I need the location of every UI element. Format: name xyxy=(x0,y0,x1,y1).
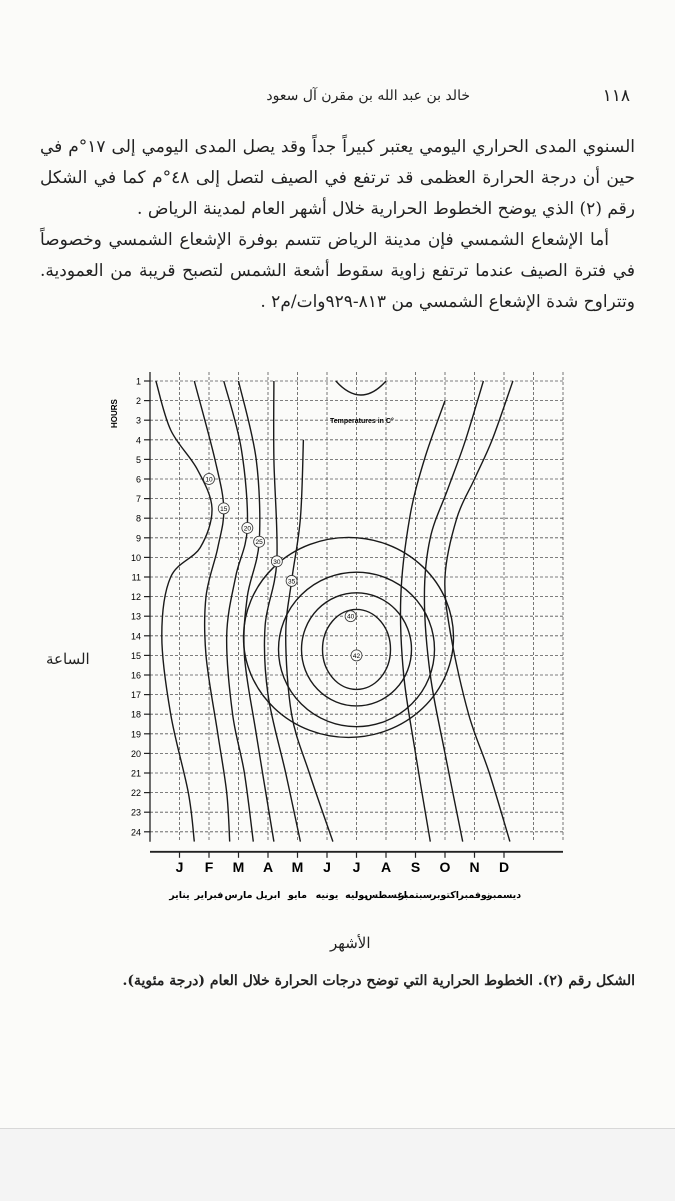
y-tick-label: 6 xyxy=(135,474,141,485)
y-tick-label: 18 xyxy=(130,709,141,720)
paragraph-2: أما الإشعاع الشمسي فإن مدينة الرياض تتسم بوفرة الإشعاع الشمسي وخصوصاً في فترة الصيف عندما ترتفع زاوية سقوط أشعة الشمس لتصبح قريبة من العمودية. وتتراوح شدة الإشعاع الشمسي من ٨١٣-٩٢٩وات/م٢ . xyxy=(40,230,635,312)
running-head: خالد بن عبد الله بن مقرن آل سعود xyxy=(266,88,470,104)
month-label-ar: سبتمبر xyxy=(398,889,433,901)
month-label-ar: يناير xyxy=(169,889,190,901)
y-tick-label: 16 xyxy=(130,670,141,681)
contour-value-label: 42 xyxy=(352,652,361,660)
month-label-ar: ديسمبر xyxy=(486,889,522,901)
isotherm-line xyxy=(194,381,229,842)
paragraph-1: السنوي المدى الحراري اليومي يعتبر كبيراً جداً وقد يصل المدى اليومي إلى ١٧°م في حين أن درجة الحرارة العظمى قد ترتفع في الصيف لتصل إلى ٤٨°م كما في الشكل رقم (٢) الذي يوضح الخطوط الحرارية خلال أشهر العام لمدينة الرياض . xyxy=(40,137,636,219)
screen-bottom-strip xyxy=(0,1128,675,1201)
month-label-ar: فبراير xyxy=(194,889,224,901)
isotherm-line xyxy=(286,440,333,842)
y-tick-label: 24 xyxy=(130,827,141,838)
isotherm-line xyxy=(156,381,212,842)
y-tick-label: 23 xyxy=(130,807,141,818)
contour-value-label: 20 xyxy=(243,525,251,533)
isotherm-line xyxy=(445,381,513,842)
page-header xyxy=(40,86,630,114)
y-tick-label: 1 xyxy=(135,376,141,387)
month-label: A xyxy=(262,858,274,875)
y-tick-label: 7 xyxy=(135,494,141,505)
month-label-ar: نوفمبر xyxy=(458,889,491,901)
contour-value-label: 30 xyxy=(273,558,281,566)
month-label: J xyxy=(352,858,361,875)
y-tick-label: 19 xyxy=(130,729,141,740)
isotherm-chart xyxy=(95,362,590,924)
isotherm-arc xyxy=(336,381,386,395)
isotherm-closed xyxy=(244,537,454,737)
month-label: J xyxy=(323,858,331,875)
contour-value-label: 10 xyxy=(205,476,213,484)
chart-title: Temperatures in C° xyxy=(330,418,394,425)
isotherm-line xyxy=(400,401,445,842)
y-tick-label: 20 xyxy=(130,748,141,759)
y-tick-label: 14 xyxy=(130,631,141,642)
y-tick-label: 17 xyxy=(130,690,141,701)
y-tick-label: 13 xyxy=(130,611,141,622)
month-label-ar: اغسطس xyxy=(364,889,408,901)
y-tick-label: 3 xyxy=(135,415,141,426)
month-label: M xyxy=(291,858,304,875)
month-label-ar: يونيه xyxy=(315,889,339,901)
month-label: O xyxy=(439,858,451,875)
y-tick-label: 5 xyxy=(135,454,141,465)
month-label-ar: يوليه xyxy=(345,889,368,901)
y-tick-label: 10 xyxy=(130,552,141,563)
page-number: ١١٨ xyxy=(602,86,630,106)
contour-value-label: 40 xyxy=(346,613,355,621)
month-label-ar: اكتوبر xyxy=(430,889,460,901)
y-tick-label: 4 xyxy=(135,435,141,446)
month-label: S xyxy=(410,858,421,875)
month-label-ar: مارس xyxy=(224,889,253,901)
y-axis-label-ar: الساعة xyxy=(46,650,90,668)
contour-value-label: 25 xyxy=(255,539,263,547)
month-label-ar: مايو xyxy=(288,889,307,901)
month-label: M xyxy=(232,858,245,875)
y-tick-label: 15 xyxy=(130,650,141,661)
x-axis-label-ar: الأشهر xyxy=(330,934,371,952)
y-tick-label: 8 xyxy=(135,513,141,524)
month-label: J xyxy=(175,858,184,875)
month-label: F xyxy=(204,858,214,875)
figure-caption: الشكل رقم (٢). الخطوط الحرارية التي توضح درجات الحرارة خلال العام (درجة مئوية). xyxy=(122,973,635,989)
y-tick-label: 11 xyxy=(131,572,141,583)
y-tick-label: 12 xyxy=(130,592,141,603)
contour-value-label: 35 xyxy=(287,578,296,586)
month-label: D xyxy=(498,858,510,875)
y-axis-title: HOURS xyxy=(110,399,119,428)
month-label: N xyxy=(469,858,480,875)
month-label-ar: ابريل xyxy=(255,889,281,901)
chart-svg xyxy=(95,362,590,924)
isotherm-line xyxy=(264,381,300,842)
body-text xyxy=(40,132,635,318)
month-label: A xyxy=(380,858,392,875)
y-tick-label: 9 xyxy=(135,533,141,544)
contour-value-label: 15 xyxy=(220,505,228,513)
y-tick-label: 22 xyxy=(130,788,141,799)
y-tick-label: 2 xyxy=(135,396,141,407)
y-tick-label: 21 xyxy=(130,768,141,779)
